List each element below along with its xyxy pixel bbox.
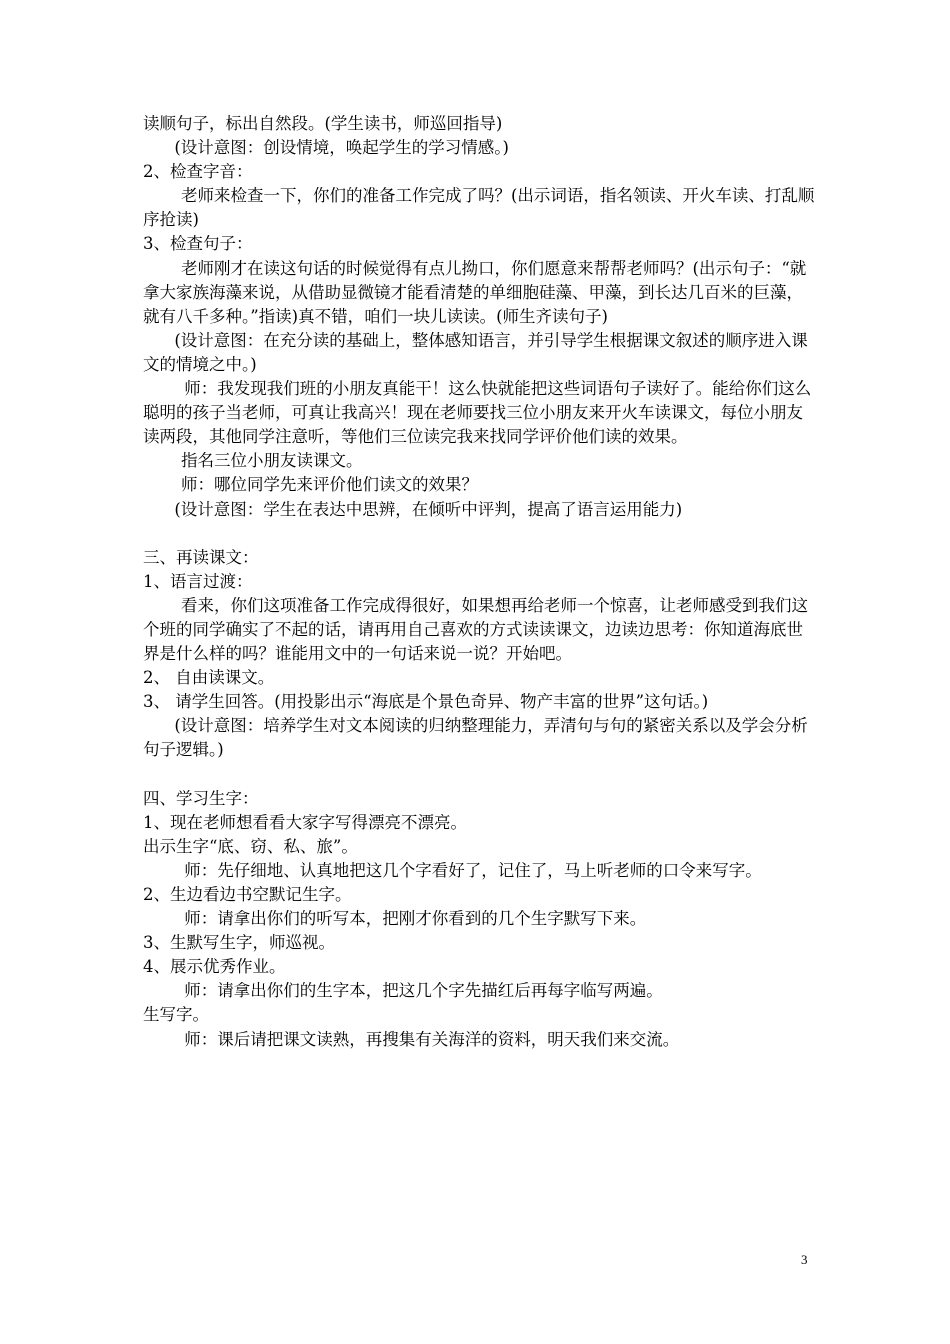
paragraph: (设计意图：在充分读的基础上，整体感知语言，并引导学生根据课文叙述的顺序进入课文的情境之中。) [143, 330, 808, 374]
paragraph: 师：先仔细地、认真地把这几个字看好了，记住了，马上听老师的口令来写字。 [184, 860, 762, 880]
paragraph: 2、检查字音： [143, 162, 253, 182]
paragraph: 2、 自由读课文。 [143, 668, 275, 688]
paragraph: 指名三位小朋友读课文。 [180, 451, 363, 471]
blank-line [143, 522, 815, 546]
paragraph: 师：请拿出你们的生字本，把这几个字先描红后再每字临写两遍。 [184, 981, 663, 1001]
paragraph: 1、语言过渡： [143, 571, 253, 591]
paragraph: 三、再读课文： [143, 547, 259, 567]
paragraph: 读顺句子，标出自然段。(学生读书，师巡回指导) [143, 114, 503, 133]
paragraph: 师：课后请把课文读熟，再搜集有关海洋的资料，明天我们来交流。 [184, 1029, 680, 1049]
blank-line [143, 763, 815, 787]
document-body [143, 112, 815, 1052]
paragraph: 生写字。 [143, 1005, 209, 1025]
paragraph: (设计意图：学生在表达中思辨，在倾听中评判，提高了语言运用能力) [174, 499, 683, 519]
paragraph: (设计意图：培养学生对文本阅读的归纳整理能力，弄清句与句的紧密关系以及学会分析句子逻辑。) [143, 716, 808, 760]
paragraph: 3、生默写生字，师巡视。 [143, 933, 335, 953]
paragraph: 4、展示优秀作业。 [143, 957, 286, 977]
paragraph: 3、 请学生回答。(用投影出示“海底是个景色奇异、物产丰富的世界”这句话。) [143, 692, 709, 712]
paragraph: 老师刚才在读这句话的时候觉得有点儿拗口，你们愿意来帮帮老师吗？(出示句子：“就拿大家族海藻来说，从借助显微镜才能看清楚的单细胞硅藻、甲藻，到长达几百米的巨藻，就有八千多种。”指读)真不错，咱们一块儿读读。(师生齐读句子) [143, 258, 807, 326]
paragraph: 师：哪位同学先来评价他们读文的效果？ [180, 475, 478, 495]
paragraph: 1、现在老师想看看大家字写得漂亮不漂亮。 [143, 812, 467, 832]
paragraph: 老师来检查一下，你们的准备工作完成了吗？(出示词语，指名领读、开火车读、打乱顺序抢读) [143, 186, 815, 230]
paragraph: 出示生字“底、窃、私、旅”。 [143, 836, 358, 856]
paragraph: 四、学习生字： [143, 788, 259, 808]
paragraph: 2、生边看边书空默记生字。 [143, 885, 352, 904]
paragraph: (设计意图：创设情境，唤起学生的学习情感。) [174, 138, 509, 158]
paragraph: 师：我发现我们班的小朋友真能干！这么快就能把这些词语句子读好了。能给你们这么聪明的孩子当老师，可真让我高兴！现在老师要找三位小朋友来开火车读课文，每位小朋友读两段，其他同学注意听，等他们三位读完我来找同学评价他们读的效果。 [143, 379, 812, 447]
page-number: 3 [801, 1252, 808, 1267]
paragraph: 看来，你们这项准备工作完成得很好，如果想再给老师一个惊喜，让老师感受到我们这个班的同学确实了不起的话，请再用自己喜欢的方式读读课文，边读边思考：你知道海底世界是什么样的吗？谁能用文中的一句话来说一说？开始吧。 [143, 595, 808, 664]
paragraph: 3、检查句子： [143, 234, 253, 254]
paragraph: 师：请拿出你们的听写本，把刚才你看到的几个生字默写下来。 [184, 909, 647, 929]
